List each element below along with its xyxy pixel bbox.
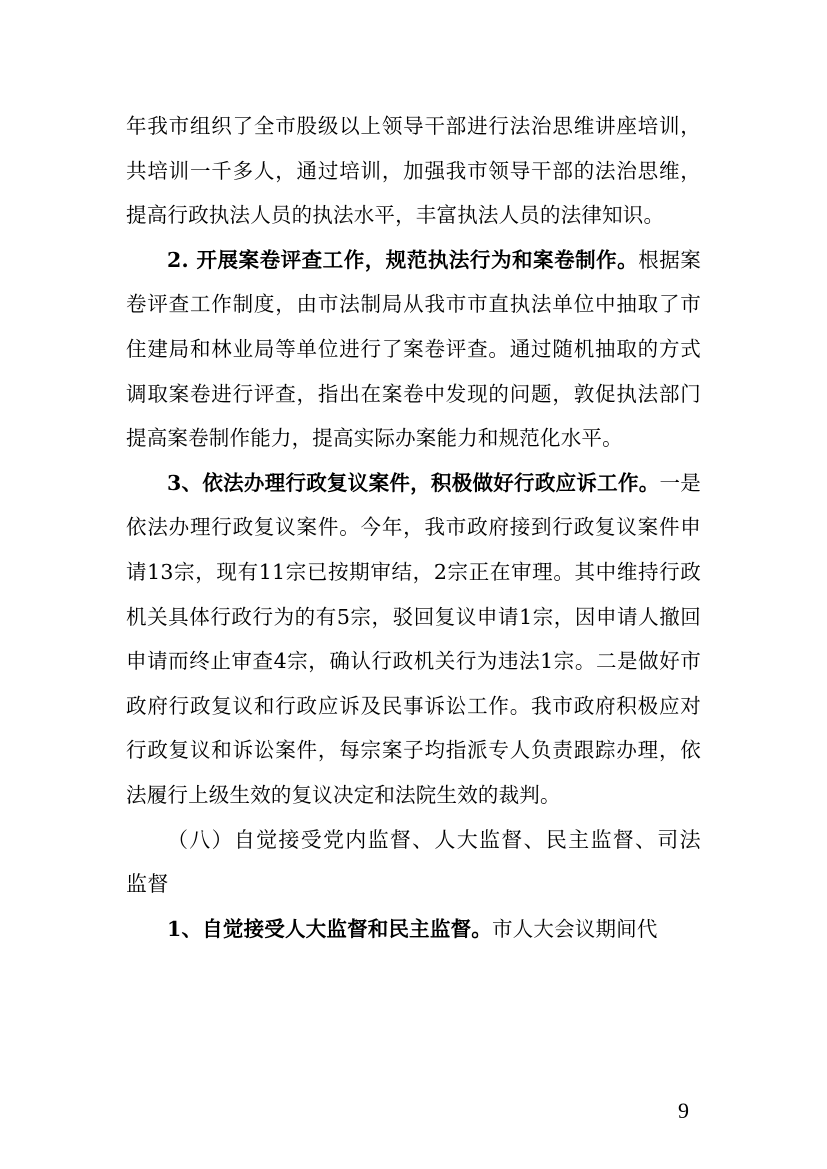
paragraph-text: 年我市组织了全市股级以上领导干部进行法治思维讲座培训，共培训一千多人，通过培训，加强我市领导干部的法治思维，提高行政执法人员的执法水平，丰富执法人员的法律知识。	[126, 114, 701, 228]
paragraph-lead: 3、依法办理行政复议案件，积极做好行政应诉工作。	[167, 470, 660, 495]
page-number: 9	[678, 1098, 689, 1123]
page-body	[126, 104, 701, 951]
paragraph-lead: 1、自觉接受人大监督和民主监督。	[167, 916, 492, 941]
paragraph-case-review	[126, 238, 701, 461]
paragraph-lead: 2. 开展案卷评查工作，规范执法行为和案卷制作。	[167, 247, 639, 272]
section-heading: （八）自觉接受党内监督、人大监督、民主监督、司法监督	[126, 827, 701, 897]
paragraph-supervision	[126, 907, 701, 952]
paragraph-text: 一是依法办理行政复议案件。今年，我市政府接到行政复议案件申请13宗，现有11宗已按期审结，2宗正在审理。其中维持行政机关具体行政行为的有5宗，驳回复议申请1宗，因申请人撤回申请而终止审查4宗，确认行政机关行为违法1宗。二是做好市政府行政复议和行政应诉及民事诉讼工作。我市政府积极应对行政复议和诉讼案件，每宗案子均指派专人负责跟踪办理，依法履行上级生效的复议决定和法院生效的裁判。	[126, 470, 701, 807]
paragraph-text: 根据案卷评查工作制度，由市法制局从我市市直执法单位中抽取了市住建局和林业局等单位进行了案卷评查。通过随机抽取的方式调取案卷进行评查，指出在案卷中发现的问题，敦促执法部门提高案卷制作能力，提高实际办案能力和规范化水平。	[126, 247, 701, 451]
paragraph-training	[126, 104, 701, 238]
paragraph-text: 市人大会议期间代	[491, 916, 658, 941]
paragraph-administrative-review	[126, 461, 701, 818]
